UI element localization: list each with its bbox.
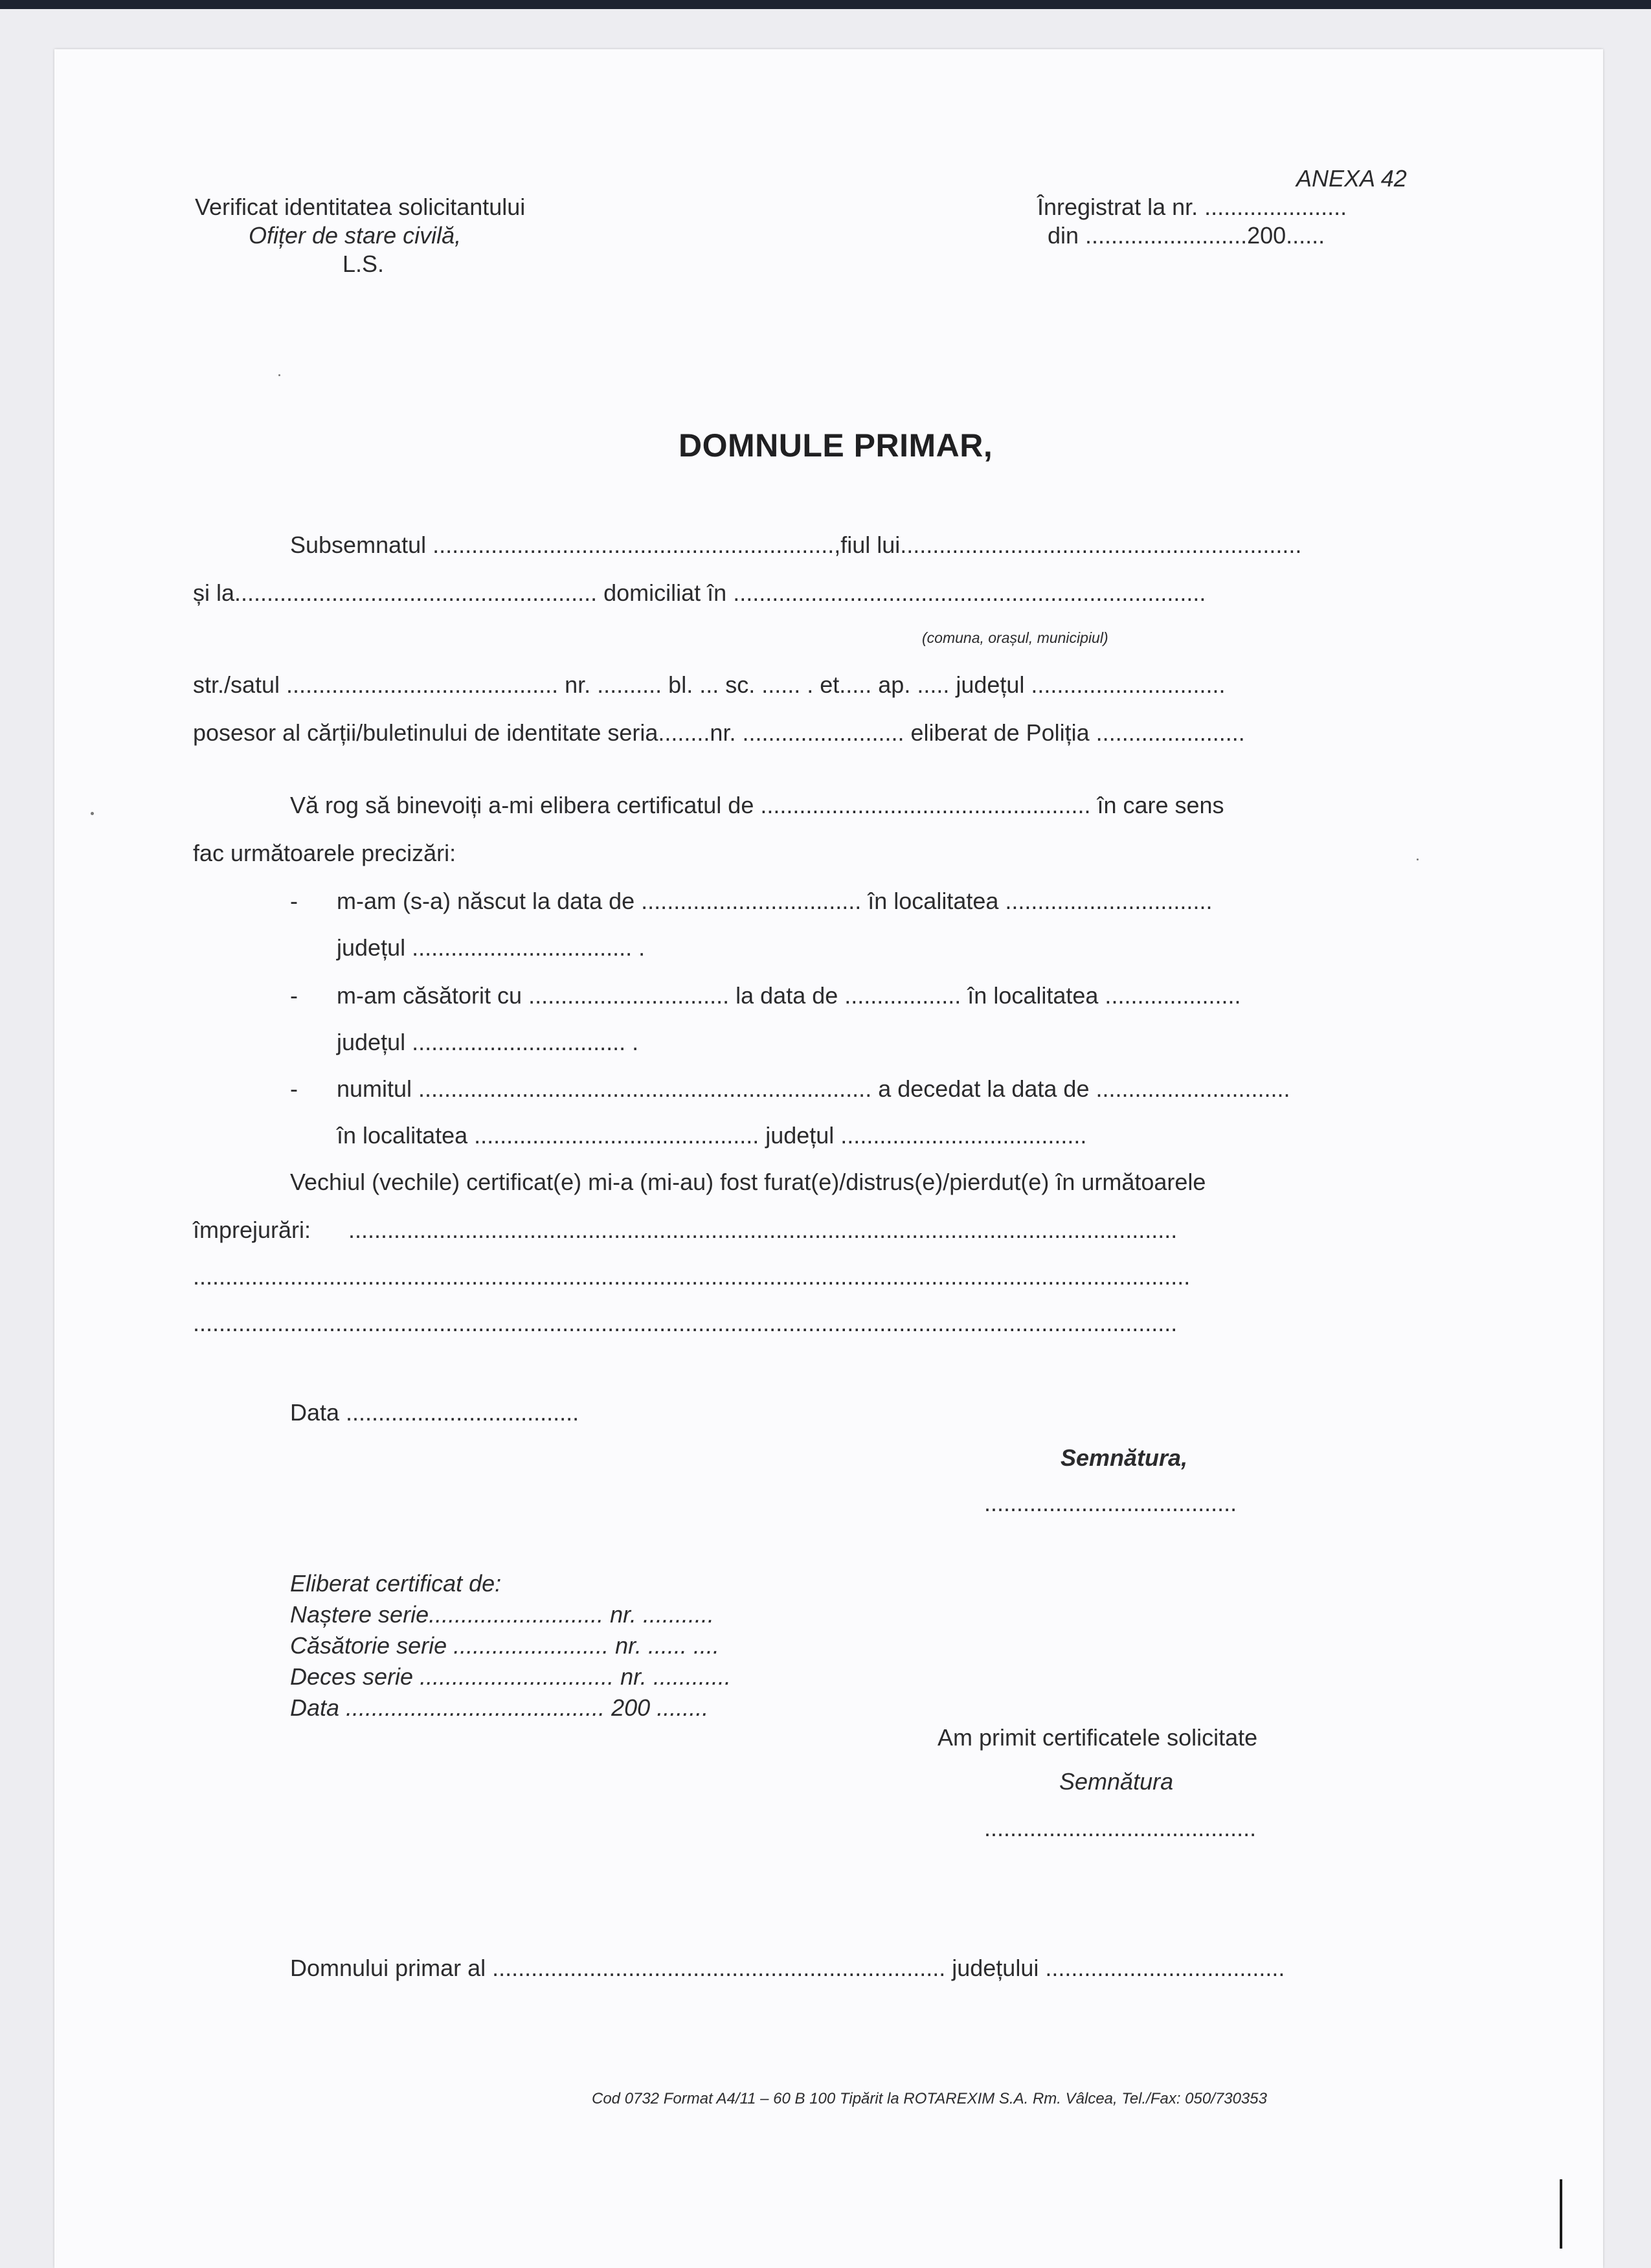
circumstances-dots-3: ........................................................................................................................................................ bbox=[193, 1310, 1178, 1336]
death-place-line: în localitatea ............................................ județul ...................................... bbox=[337, 1122, 1087, 1149]
civil-officer-text: Ofițer de stare civilă, bbox=[249, 222, 462, 249]
issued-death-line: Deces serie .............................. nr. ............ bbox=[290, 1663, 731, 1690]
birth-detail-line: m-am (s-a) născut la data de .................................. în localitatea ................................ bbox=[337, 888, 1213, 914]
form-sheet bbox=[54, 49, 1603, 2268]
marriage-dash: - bbox=[290, 982, 298, 1009]
received-signature-dots: .......................................... bbox=[984, 1815, 1257, 1841]
issued-birth-line: Naștere serie........................... nr. ........... bbox=[290, 1601, 714, 1628]
scan-margin-mark bbox=[1560, 2179, 1562, 2249]
applicant-domicile-line: și la........................................................ domiciliat în ......................................................................... bbox=[193, 579, 1206, 606]
locality-hint: (comuna, orașul, municipiul) bbox=[922, 629, 1108, 646]
request-line: Vă rog să binevoiți a-mi elibera certificatul de ................................................... în care sens bbox=[290, 792, 1224, 818]
birth-dash: - bbox=[290, 888, 298, 914]
old-certificate-line: Vechiul (vechile) certificat(e) mi-a (mi-au) fost furat(e)/distrus(e)/pierdut(e) în următoarele bbox=[290, 1169, 1206, 1195]
annex-label: ANEXA 42 bbox=[1296, 165, 1407, 192]
verified-identity-text: Verificat identitatea solicitantului bbox=[195, 194, 526, 220]
applicant-name-line: Subsemnatul ..............................................................,fiul lui.............................................................. bbox=[290, 532, 1302, 558]
scan-speck bbox=[1417, 859, 1419, 860]
marriage-county-line: județul ................................. . bbox=[337, 1029, 639, 1055]
seal-label: L.S. bbox=[343, 251, 385, 277]
applicant-id-line: posesor al cărții/buletinului de identitate seria........nr. ......................... eliberat de Poliția ....................... bbox=[193, 719, 1245, 746]
scan-speck bbox=[91, 812, 94, 815]
scan-speck bbox=[278, 374, 280, 376]
scan-top-edge bbox=[0, 0, 1651, 9]
circumstances-dots-1: ................................................................................................................................ bbox=[348, 1217, 1178, 1243]
birth-county-line: județul .................................. . bbox=[337, 934, 646, 961]
issued-heading: Eliberat certificat de: bbox=[290, 1570, 502, 1597]
circumstances-dots-2: .......................................................................................................................................................... bbox=[193, 1263, 1191, 1290]
marriage-detail-line: m-am căsătorit cu ............................... la data de .................. în localitatea ..................... bbox=[337, 982, 1241, 1009]
applicant-address-line: str./satul .......................................... nr. .......... bl. ... sc. ...... . et..... ap. ..... județul .............................. bbox=[193, 671, 1226, 698]
received-text: Am primit certificatele solicitate bbox=[938, 1724, 1258, 1751]
received-signature-label: Semnătura bbox=[1059, 1768, 1174, 1795]
issued-marriage-line: Căsătorie serie ........................ nr. ...... .... bbox=[290, 1632, 719, 1659]
registration-number-line: Înregistrat la nr. ...................... bbox=[1037, 194, 1347, 220]
page-title: DOMNULE PRIMAR, bbox=[679, 427, 993, 464]
death-dash: - bbox=[290, 1075, 298, 1102]
death-detail-line: numitul ...................................................................... a decedat la data de .............................. bbox=[337, 1075, 1290, 1102]
issued-date-line: Data ........................................ 200 ........ bbox=[290, 1694, 709, 1721]
circumstances-label: împrejurări: bbox=[193, 1217, 311, 1243]
addressee-line: Domnului primar al ...................................................................... județului ..................................... bbox=[290, 1955, 1285, 1981]
registration-date-line: din .........................200...... bbox=[1048, 222, 1325, 249]
print-footer: Cod 0732 Format A4/11 – 60 B 100 Tipărit la ROTAREXIM S.A. Rm. Vâlcea, Tel./Fax: 050/730353 bbox=[592, 2090, 1267, 2107]
signature-dots: ....................................... bbox=[984, 1490, 1237, 1516]
signature-label: Semnătura, bbox=[1061, 1444, 1188, 1471]
details-intro: fac următoarele precizări: bbox=[193, 840, 456, 866]
date-line: Data .................................... bbox=[290, 1399, 579, 1426]
